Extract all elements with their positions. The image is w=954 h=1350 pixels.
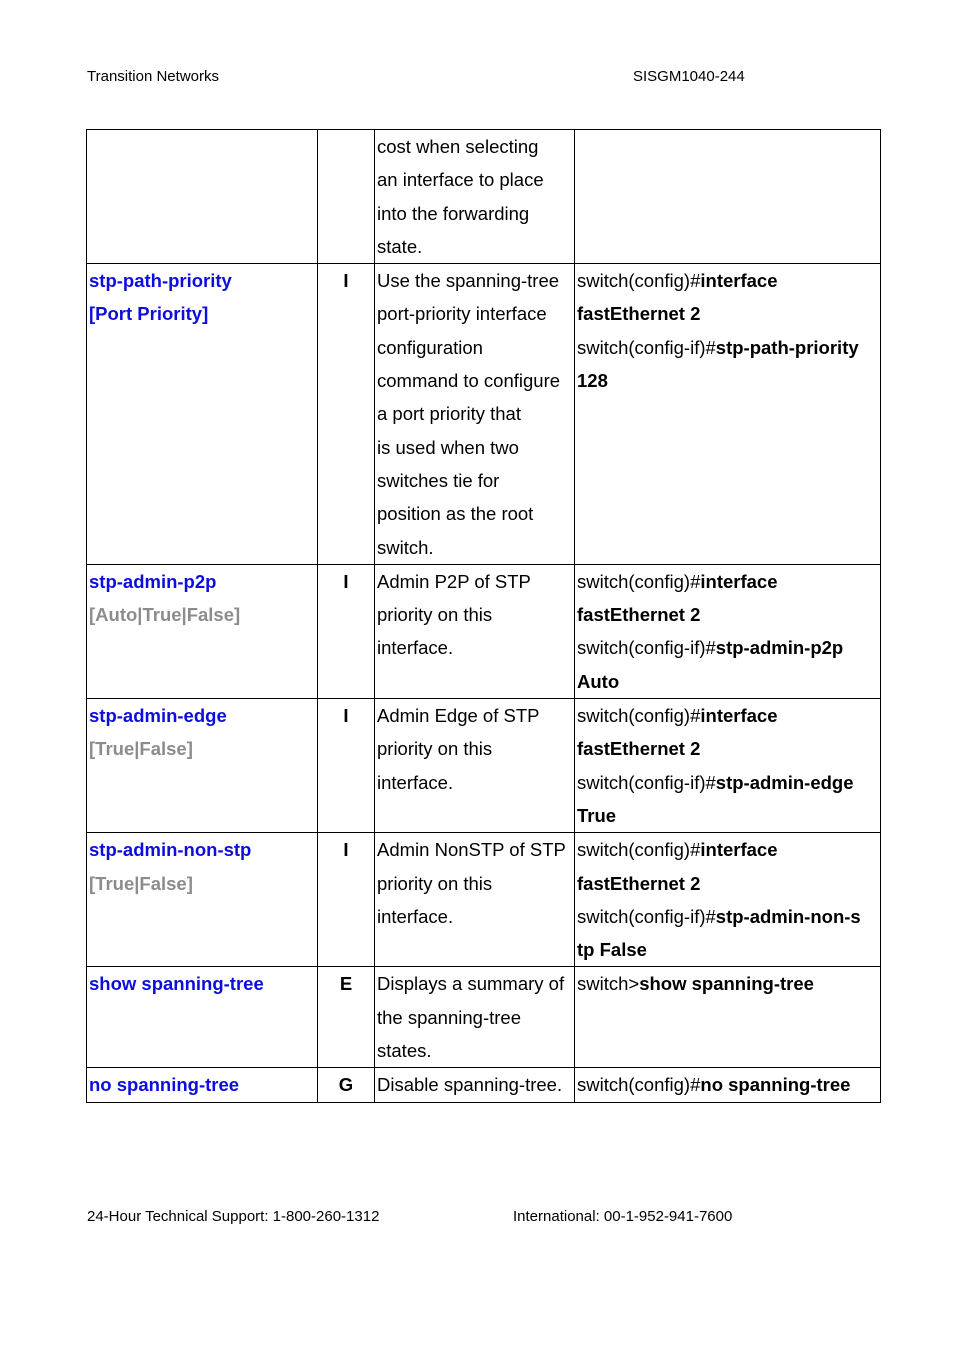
description-line: priority on this <box>377 738 493 760</box>
mode-cell <box>318 130 375 264</box>
table-row <box>87 130 881 264</box>
mode-cell: I <box>318 564 375 698</box>
table-row <box>87 264 881 565</box>
example-line <box>577 833 878 866</box>
example-line <box>577 867 878 900</box>
mode-cell: I <box>318 264 375 565</box>
example-line <box>577 331 878 364</box>
example-command: tp False <box>577 939 647 961</box>
description-line: switch. <box>377 536 434 558</box>
mode-cell: I <box>318 833 375 967</box>
command-cell <box>87 699 318 833</box>
description-line: states. <box>377 1040 432 1062</box>
example-cell <box>575 967 881 1068</box>
example-cell <box>575 833 881 967</box>
example-command: interface <box>700 705 778 727</box>
example-command: stp-admin-edge <box>715 771 854 793</box>
command-name: stp-admin-p2p <box>89 570 217 592</box>
example-prompt: switch> <box>577 973 640 995</box>
command-parameter: [True|False] <box>89 872 193 894</box>
description-line: Admin Edge of STP <box>377 705 540 727</box>
description-line: configuration <box>377 336 483 358</box>
description-line: an interface to place <box>377 169 544 191</box>
example-line <box>577 967 878 1000</box>
example-prompt: switch(config-if)# <box>577 905 716 927</box>
example-command: stp-admin-non-s <box>715 905 861 927</box>
description-cell <box>375 967 575 1068</box>
command-cell <box>87 1068 318 1102</box>
command-parameter: [Auto|True|False] <box>89 604 241 626</box>
description-line: a port priority that <box>377 403 521 425</box>
description-line: position as the root <box>377 503 534 525</box>
description-line: command to configure <box>377 370 561 392</box>
example-cell <box>575 1068 881 1102</box>
example-command: interface <box>700 839 778 861</box>
command-name: stp-path-priority <box>89 270 232 292</box>
mode-cell: I <box>318 699 375 833</box>
example-prompt: switch(config)# <box>577 570 701 592</box>
command-cell <box>87 967 318 1068</box>
example-command: fastEthernet 2 <box>577 604 701 626</box>
example-line <box>577 1068 878 1101</box>
example-prompt: switch(config-if)# <box>577 637 716 659</box>
example-command: fastEthernet 2 <box>577 872 701 894</box>
example-prompt: switch(config-if)# <box>577 336 716 358</box>
description-cell <box>375 833 575 967</box>
description-line: priority on this <box>377 872 493 894</box>
example-cell <box>575 130 881 264</box>
table-row <box>87 1068 881 1102</box>
example-line <box>577 297 878 330</box>
command-parameter: [Port Priority] <box>89 303 209 325</box>
table-row <box>87 564 881 698</box>
mode-cell: G <box>318 1068 375 1102</box>
description-line: priority on this <box>377 604 493 626</box>
table-row <box>87 833 881 967</box>
description-line: switches tie for <box>377 469 500 491</box>
example-prompt: switch(config)# <box>577 705 701 727</box>
description-line: Displays a summary of <box>377 973 565 995</box>
example-command: Auto <box>577 670 620 692</box>
command-name: stp-admin-non-stp <box>89 839 252 861</box>
example-command: stp-admin-p2p <box>715 637 844 659</box>
example-command: fastEthernet 2 <box>577 303 701 325</box>
header-doc-id: SISGM1040-244 <box>633 68 745 85</box>
description-line: interface. <box>377 637 454 659</box>
command-cell <box>87 264 318 565</box>
command-cell <box>87 130 318 264</box>
command-name: no spanning-tree <box>89 1074 240 1096</box>
mode-cell: E <box>318 967 375 1068</box>
description-line: Disable spanning-tree. <box>377 1074 563 1096</box>
description-line: port-priority interface <box>377 303 547 325</box>
table-row <box>87 967 881 1068</box>
description-line: state. <box>377 235 423 257</box>
example-command: True <box>577 804 617 826</box>
command-parameter: [True|False] <box>89 738 193 760</box>
description-cell <box>375 1068 575 1102</box>
example-command: fastEthernet 2 <box>577 738 701 760</box>
description-line: into the forwarding <box>377 202 530 224</box>
description-line: Use the spanning-tree <box>377 270 560 292</box>
example-command: no spanning-tree <box>700 1074 851 1096</box>
description-cell <box>375 699 575 833</box>
description-line: Admin NonSTP of STP <box>377 839 566 861</box>
header-company: Transition Networks <box>87 68 219 85</box>
description-line: interface. <box>377 905 454 927</box>
description-cell <box>375 130 575 264</box>
example-prompt: switch(config-if)# <box>577 771 716 793</box>
description-line: the spanning-tree <box>377 1006 521 1028</box>
example-line <box>577 699 878 732</box>
command-table <box>86 129 881 1103</box>
example-cell <box>575 699 881 833</box>
example-line <box>577 900 878 933</box>
example-line <box>577 799 878 832</box>
table-row <box>87 699 881 833</box>
description-line: is used when two <box>377 436 519 458</box>
example-prompt: switch(config)# <box>577 270 701 292</box>
example-prompt: switch(config)# <box>577 1074 701 1096</box>
example-line <box>577 565 878 598</box>
example-line <box>577 631 878 664</box>
example-line <box>577 665 878 698</box>
example-line <box>577 364 878 397</box>
example-line <box>577 732 878 765</box>
command-cell <box>87 833 318 967</box>
example-cell <box>575 264 881 565</box>
example-prompt: switch(config)# <box>577 839 701 861</box>
description-line: Admin P2P of STP <box>377 570 531 592</box>
example-command: 128 <box>577 370 608 392</box>
example-cell <box>575 564 881 698</box>
description-cell <box>375 264 575 565</box>
example-line <box>577 766 878 799</box>
example-line <box>577 598 878 631</box>
command-cell <box>87 564 318 698</box>
example-line <box>577 933 878 966</box>
example-command: interface <box>700 270 778 292</box>
command-name: stp-admin-edge <box>89 705 227 727</box>
example-command: show spanning-tree <box>639 973 814 995</box>
footer-international: International: 00-1-952-941-7600 <box>513 1208 733 1225</box>
example-command: interface <box>700 570 778 592</box>
description-line: interface. <box>377 771 454 793</box>
description-line: cost when selecting <box>377 136 539 157</box>
example-command: stp-path-priority <box>715 336 859 358</box>
command-name: show spanning-tree <box>89 973 264 995</box>
description-cell <box>375 564 575 698</box>
example-line <box>577 264 878 297</box>
footer-support: 24-Hour Technical Support: 1-800-260-1312 <box>87 1208 380 1225</box>
